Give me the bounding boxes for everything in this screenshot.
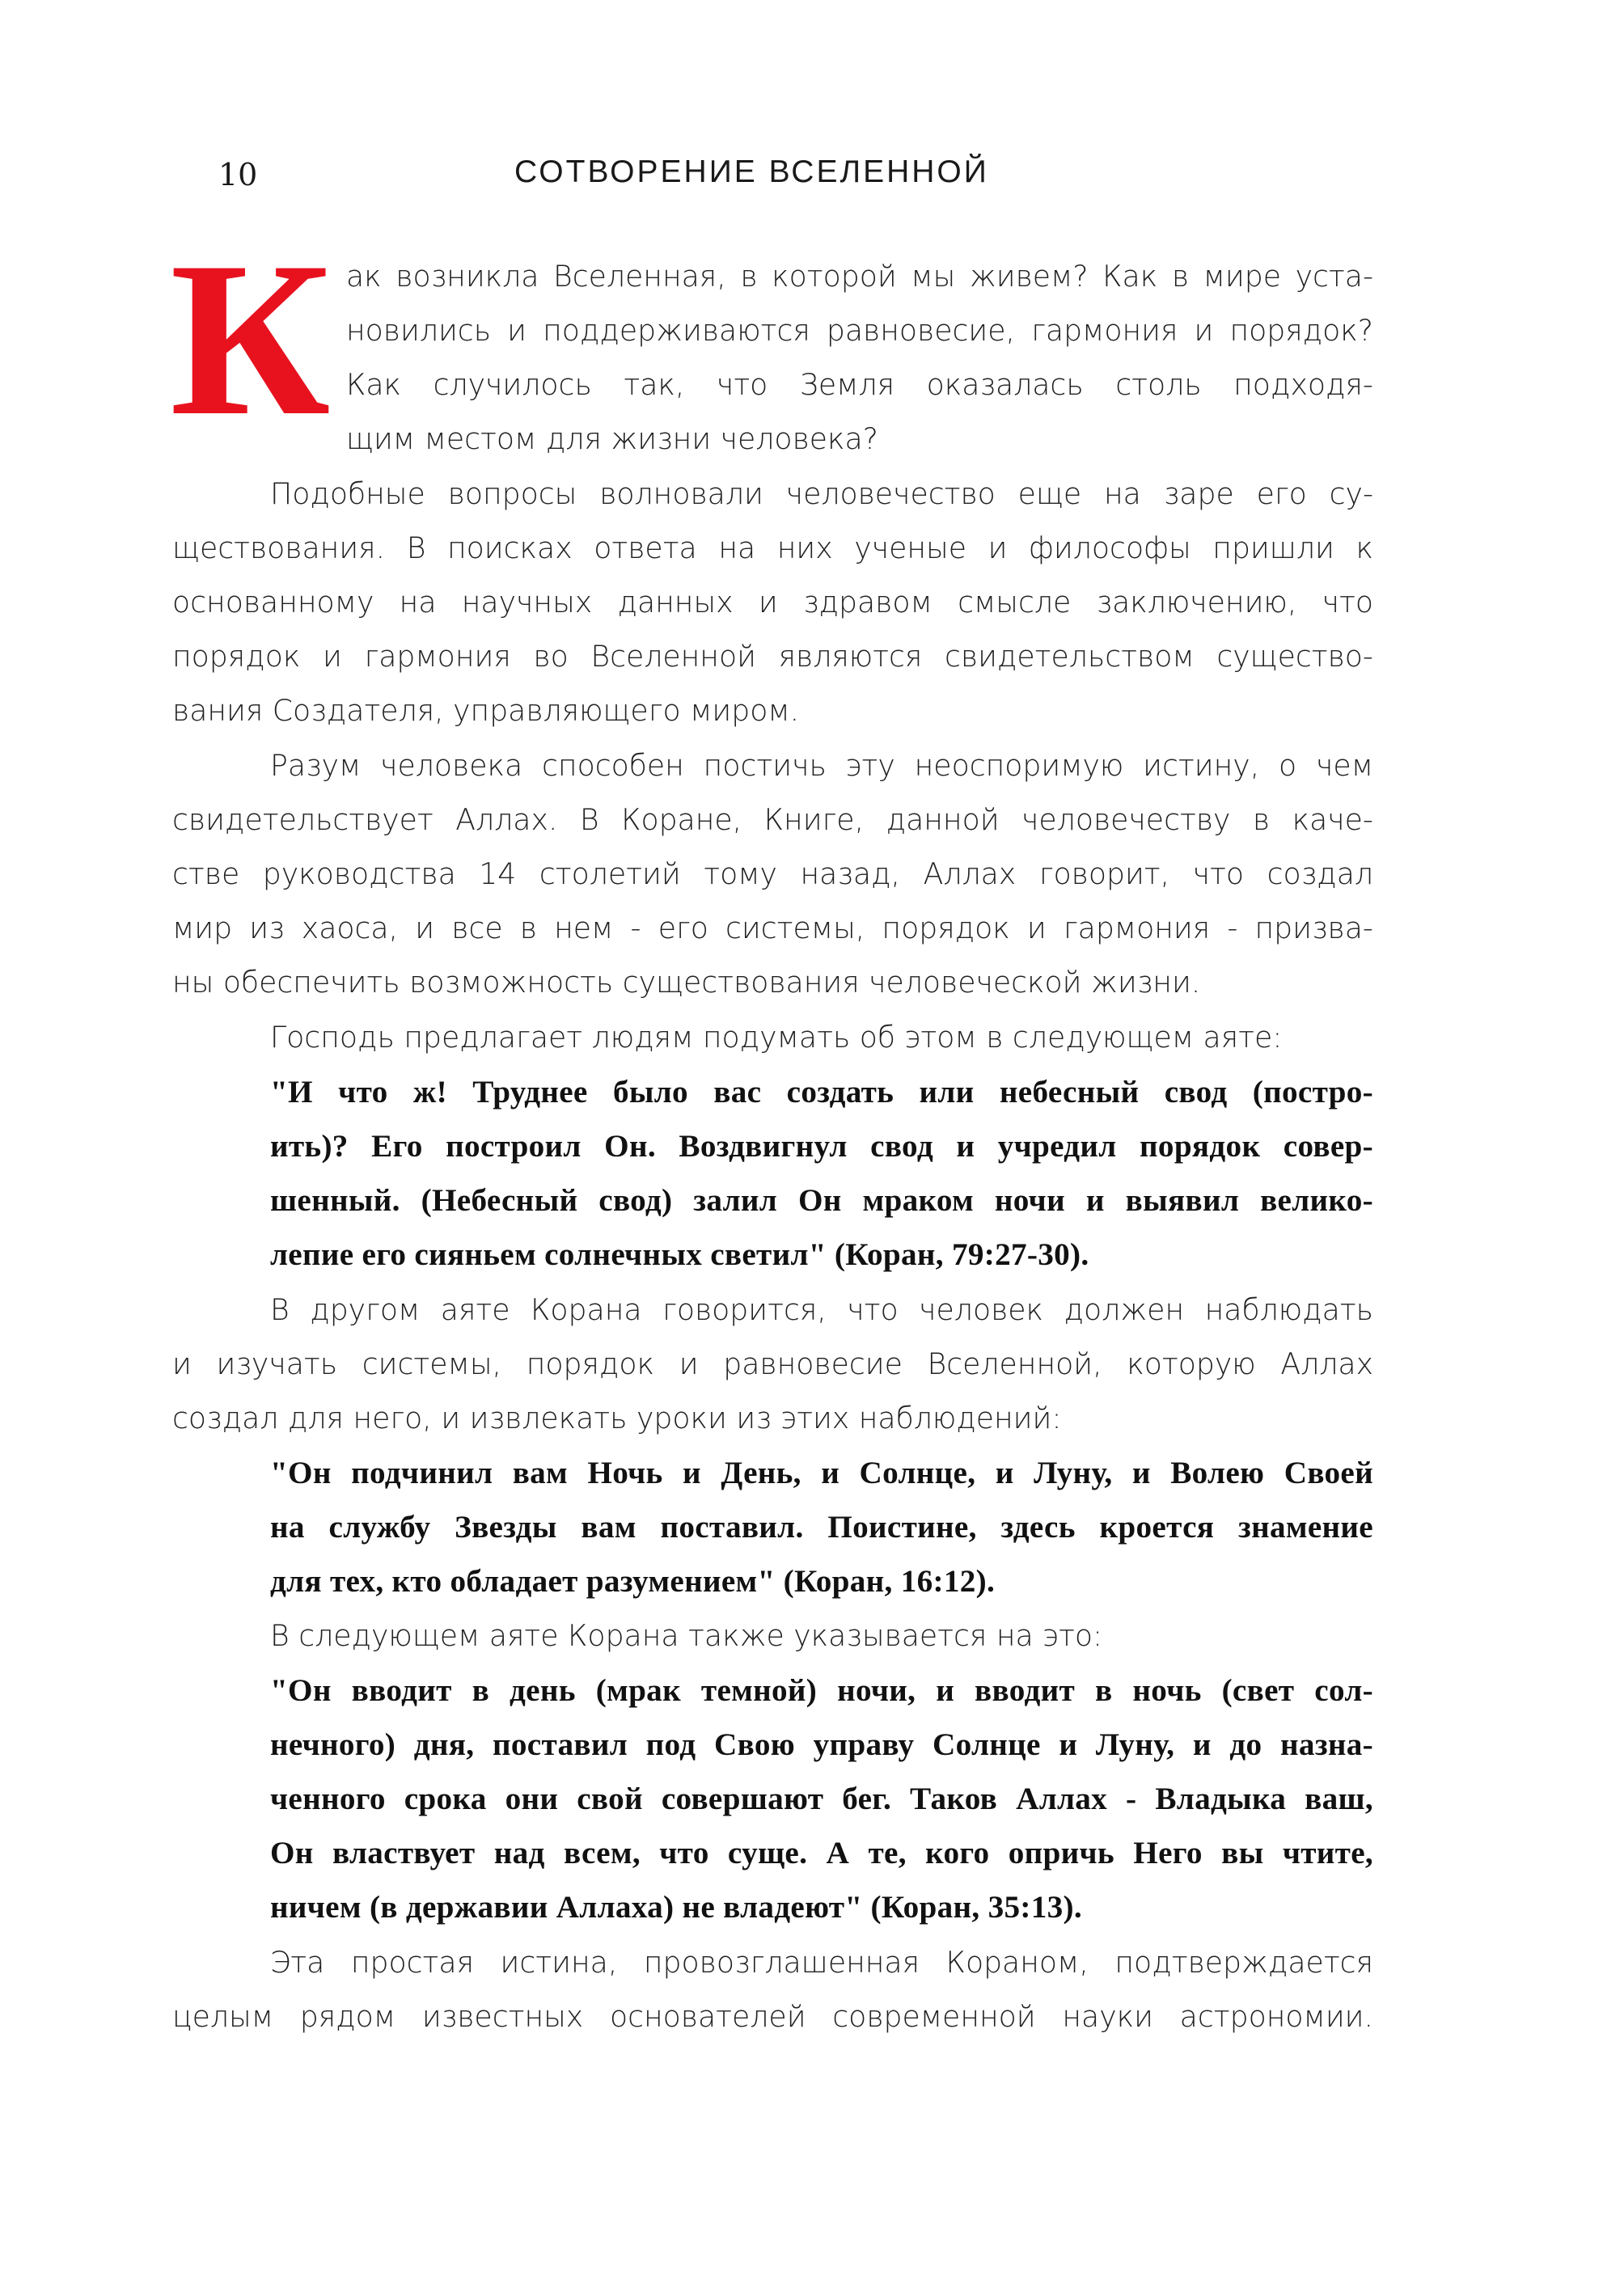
body-line: создал для него, и извлекать уроки из этих наблюдений: <box>172 1401 1062 1435</box>
body-line: новились и поддерживаются равновесие, гармония и порядок? <box>346 313 1373 348</box>
quote-line: "И что ж! Труднее было вас создать или небесный свод (постро- <box>270 1075 1373 1110</box>
body-line: мир из хаоса, и все в нем - его системы, порядок и гармония - призва- <box>172 911 1373 945</box>
body-line: порядок и гармония во Вселенной являются свидетельством существо- <box>172 639 1373 674</box>
body-line: щим местом для жизни человека? <box>346 421 878 456</box>
body-line: В другом аяте Корана говорится, что человек должен наблюдать <box>270 1292 1373 1327</box>
body-line: стве руководства 14 столетий тому назад, Аллах говорит, что создал <box>172 856 1373 891</box>
quote-line: на службу Звезды вам поставил. Поистине, здесь кроется знамение <box>270 1510 1373 1545</box>
page-number: 10 <box>218 157 258 192</box>
quote-line: шенный. (Небесный свод) залил Он мраком ночи и выявил велико- <box>270 1183 1373 1218</box>
quote-line: нечного) дня, поставил под Свою управу Солнце и Луну, и до назна- <box>270 1727 1373 1762</box>
body-line: и изучать системы, порядок и равновесие Вселенной, которую Аллах <box>172 1346 1373 1381</box>
quote-line: для тех, кто обладает разумением" (Коран, 16:12). <box>270 1564 996 1599</box>
body-line: целым рядом известных основателей современной науки астрономии. <box>172 1999 1373 2034</box>
body-line: Господь предлагает людям подумать об этом в следующем аяте: <box>270 1020 1283 1055</box>
body-line: основанному на научных данных и здравом смысле заключению, что <box>172 585 1373 619</box>
quote-line: "Он подчинил вам Ночь и День, и Солнце, и Луну, и Волею Своей <box>270 1456 1373 1490</box>
body-line: Эта простая истина, провозглашенная Кораном, подтверждается <box>270 1945 1373 1980</box>
body-line: свидетельствует Аллах. В Коране, Книге, данной человечеству в каче- <box>172 802 1373 837</box>
quote-line: "Он вводит в день (мрак темной) ночи, и вводит в ночь (свет сол- <box>270 1673 1373 1708</box>
quote-line: лепие его сияньем солнечных светил" (Коран, 79:27-30). <box>270 1237 1089 1272</box>
quote-line: Он властвует над всем, что суще. А те, кого опричь Него вы чтите, <box>270 1836 1373 1870</box>
body-line: вания Создателя, управляющего миром. <box>172 693 800 728</box>
quote-line: ить)? Его построил Он. Воздвигнул свод и учредил порядок совер- <box>270 1129 1373 1164</box>
quote-line: ченного срока они свой совершают бег. Таков Аллах - Владыка ваш, <box>270 1782 1373 1816</box>
body-line: ны обеспечить возможность существования человеческой жизни. <box>172 965 1201 1000</box>
quote-line: ничем (в державии Аллаха) не владеют" (Коран, 35:13). <box>270 1890 1082 1925</box>
body-line: Разум человека способен постичь эту неоспоримую истину, о чем <box>270 748 1373 783</box>
running-title: СОТВОРЕНИЕ ВСЕЛЕННОЙ <box>514 154 989 189</box>
body-line: ществования. В поисках ответа на них ученые и философы пришли к <box>172 530 1373 565</box>
body-line: ак возникла Вселенная, в которой мы живем? Как в мире уста- <box>346 259 1373 294</box>
body-line: Подобные вопросы волновали человечество еще на заре его су- <box>270 476 1373 511</box>
dropcap-letter: К <box>170 217 324 462</box>
body-line: В следующем аяте Корана также указывается на это: <box>270 1618 1103 1653</box>
body-line: Как случилось так, что Земля оказалась столь подходя- <box>346 367 1373 402</box>
